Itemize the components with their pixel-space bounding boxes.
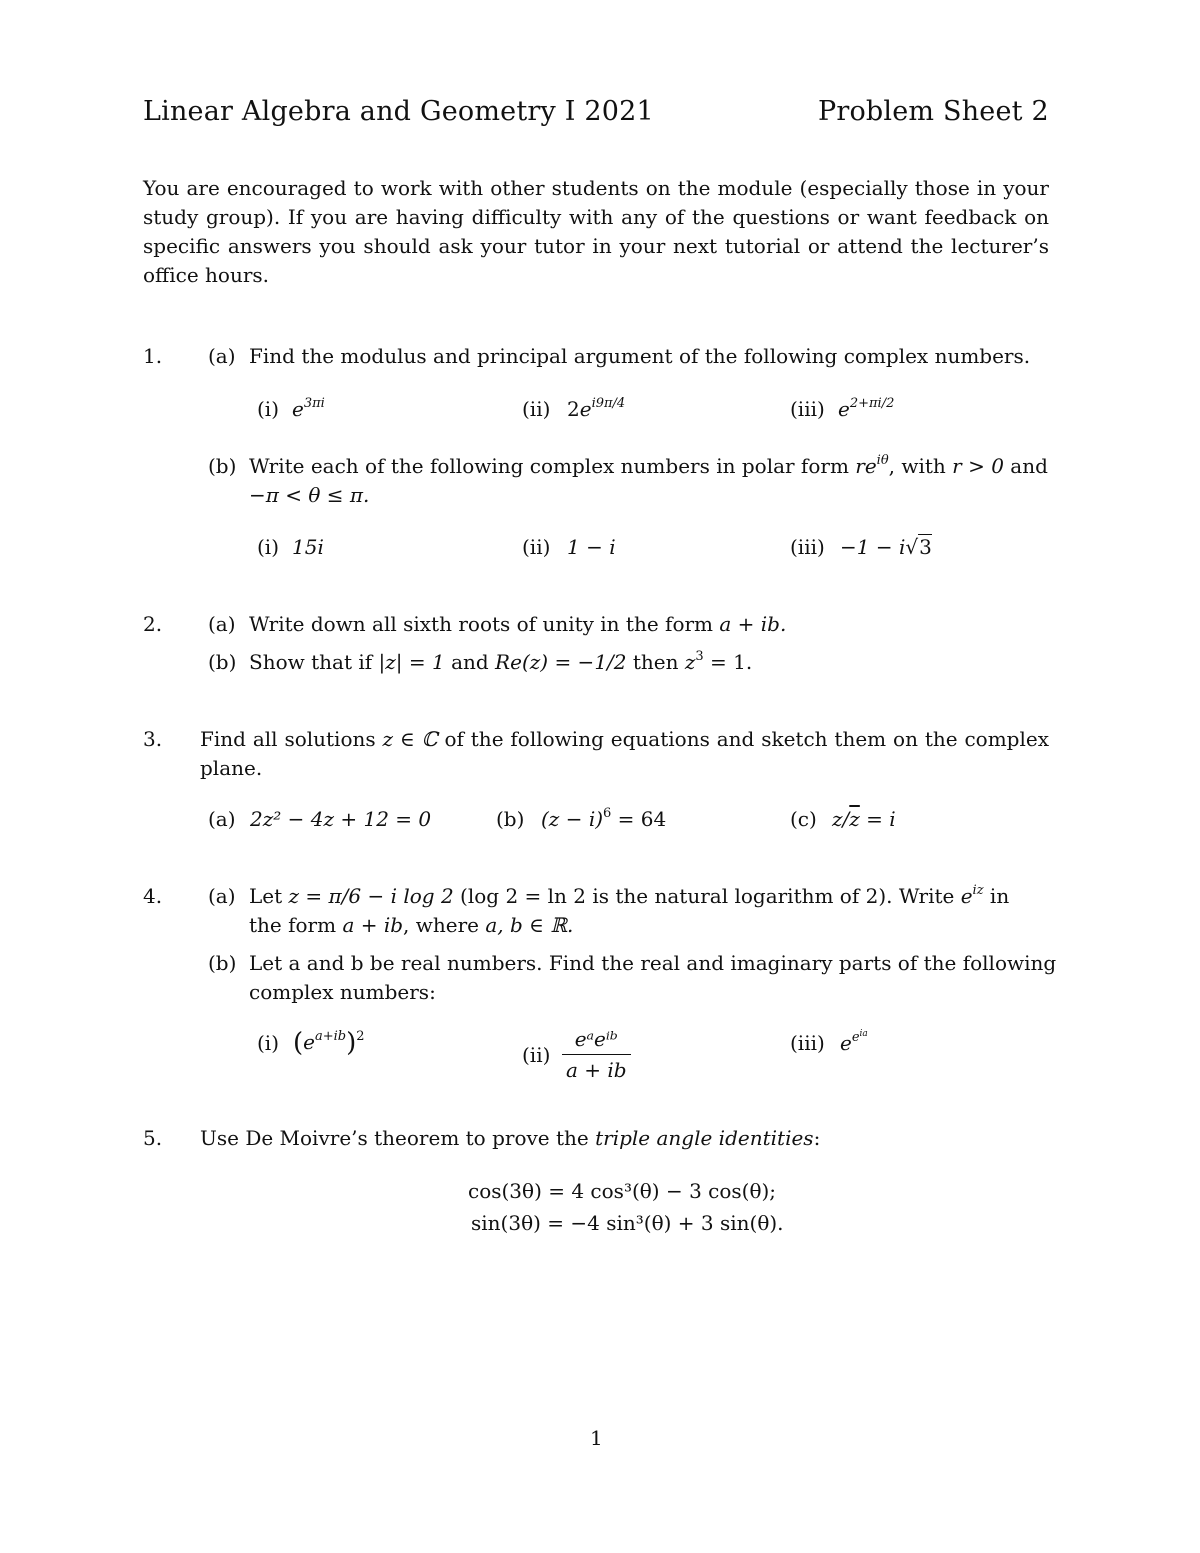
fraction-numerator: eᵃeⁱᵇ [562, 1027, 631, 1055]
part-text: −π < θ ≤ π. [249, 483, 370, 507]
part-text: Let z = π/6 − i log 2 (log 2 = ln 2 is the natural logarithm of 2). Write $e^{iz}$ in [249, 883, 1010, 908]
intro-line: office hours. [143, 263, 270, 287]
sheet-label: Problem Sheet 2 [818, 96, 1049, 127]
intro-line: study group). If you are having difficulty with any of the questions or want feedback on [143, 205, 1049, 229]
part-text: Find the modulus and principal argument of the following complex numbers. [249, 344, 1031, 368]
math-expression: $2e^{i9\pi/4}$ [567, 396, 626, 421]
question-text: Use De Moivre’s theorem to prove the triple angle identities: [200, 1126, 821, 1150]
identity-sin: sin(3θ) = −4 sin³(θ) + 3 sin(θ). [471, 1211, 784, 1235]
item-label: (i) [257, 1031, 280, 1055]
part-text: Show that if |z| = 1 and Re(z) = −1/2 then $z^3 = 1$. [249, 649, 753, 674]
math-expression: −1 − i√3 [840, 535, 932, 559]
question-number: 3. [143, 727, 163, 751]
math-expression: $(z - i)^6 = 64$ [541, 806, 667, 831]
item-label: (i) [257, 397, 280, 421]
item-label: (ii) [522, 397, 551, 421]
math-expression: $e^{3\pi i}$ [292, 396, 325, 421]
math-expression: 15i [292, 535, 324, 559]
question-number: 4. [143, 884, 163, 908]
item-label: (ii) [522, 535, 551, 559]
page-number: 1 [590, 1426, 603, 1450]
math-expression: $e^{eia}$ [840, 1029, 868, 1055]
math-expression: 1 − i [567, 535, 616, 559]
question-text: Find all solutions z ∈ ℂ of the following equations and sketch them on the complex [200, 727, 1049, 751]
part-text: Write down all sixth roots of unity in the form a + ib. [249, 612, 787, 636]
math-expression: 2z² − 4z + 12 = 0 [250, 807, 432, 831]
item-label: (i) [257, 535, 280, 559]
question-number: 5. [143, 1126, 163, 1150]
item-label: (a) [208, 807, 236, 831]
part-label: (b) [208, 454, 237, 478]
item-label: (iii) [790, 397, 825, 421]
part-text: the form a + ib, where a, b ∈ ℝ. [249, 913, 574, 937]
part-text: Write each of the following complex numbers in polar form $re^{i\theta}$, with r > 0 and [249, 453, 1048, 478]
fraction [562, 1027, 631, 1082]
intro-line: You are encouraged to work with other students on the module (especially those in your [143, 176, 1049, 200]
fraction-denominator: a + ib [566, 1058, 627, 1082]
math-expression: $e^{2+\pi i/2}$ [838, 396, 895, 421]
item-label: (iii) [790, 1031, 825, 1055]
part-label: (a) [208, 344, 236, 368]
question-number: 2. [143, 612, 163, 636]
part-text: complex numbers: [249, 980, 436, 1004]
part-label: (b) [208, 650, 237, 674]
item-label: (ii) [522, 1043, 551, 1067]
item-label: (b) [496, 807, 525, 831]
part-label: (a) [208, 612, 236, 636]
document-title: Linear Algebra and Geometry I 2021 [143, 96, 654, 127]
part-label: (b) [208, 951, 237, 975]
math-expression: $(e^{a+ib})^2$ [293, 1028, 365, 1058]
intro-line: specific answers you should ask your tutor in your next tutorial or attend the lecturer’s [143, 234, 1049, 258]
question-text: plane. [200, 756, 263, 780]
math-expression: $z/\overline{z} = i$ [832, 807, 896, 831]
item-label: (c) [790, 807, 817, 831]
item-label: (iii) [790, 535, 825, 559]
question-number: 1. [143, 344, 163, 368]
identity-cos: cos(3θ) = 4 cos³(θ) − 3 cos(θ); [468, 1179, 777, 1203]
part-text: Let a and b be real numbers. Find the real and imaginary parts of the following [249, 951, 1057, 975]
part-label: (a) [208, 884, 236, 908]
